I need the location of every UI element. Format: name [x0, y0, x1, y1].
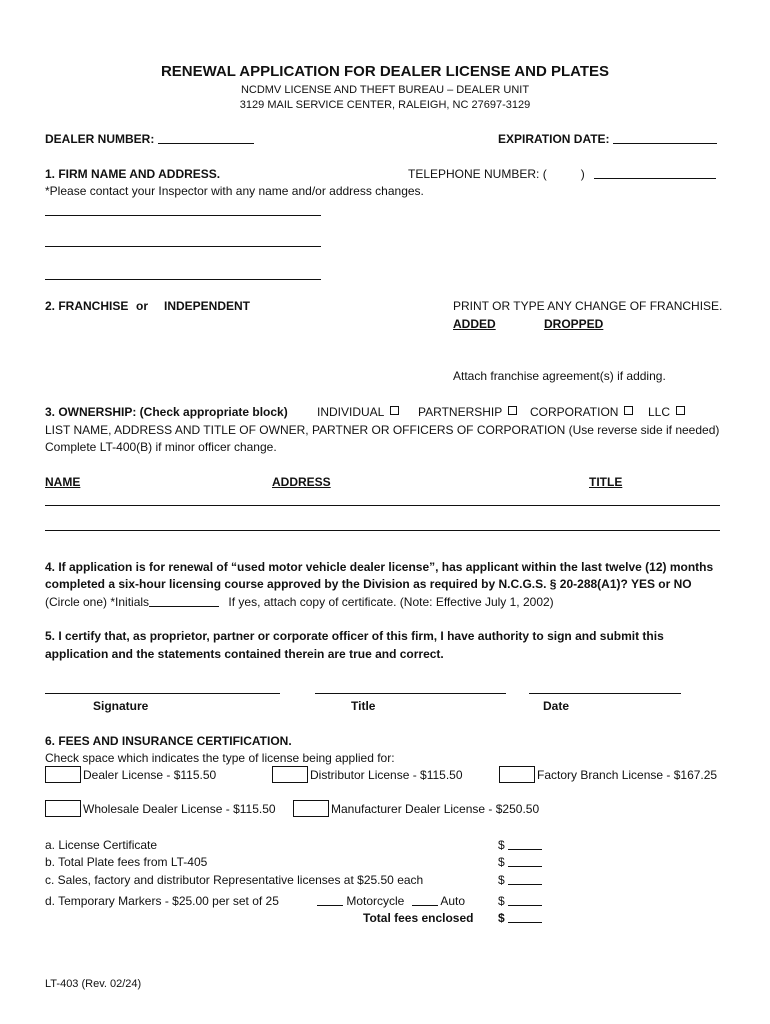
section-6-heading: 6. FEES AND INSURANCE CERTIFICATION. [45, 734, 292, 748]
fee-b-field[interactable] [508, 855, 542, 867]
fee-plate: b. Total Plate fees from LT-405 [45, 855, 208, 869]
dropped-label: DROPPED [544, 317, 604, 331]
fee-temporary-markers: d. Temporary Markers - $25.00 per set of 25 [45, 894, 279, 908]
title-line[interactable] [315, 693, 506, 694]
corporation-checkbox[interactable] [624, 406, 633, 415]
column-address: ADDRESS [272, 475, 331, 489]
telephone-label: TELEPHONE NUMBER: ( ) [408, 167, 716, 181]
inspector-note: *Please contact your Inspector with any name and/or address changes. [45, 184, 424, 198]
minor-change-note: Complete LT-400(B) if minor officer change. [45, 440, 277, 454]
total-field[interactable] [508, 911, 542, 923]
llc-option[interactable]: LLC [648, 405, 685, 419]
telephone-field[interactable] [594, 167, 716, 179]
added-label: ADDED [453, 317, 496, 331]
manufacturer-license-label: Manufacturer Dealer License - $250.50 [331, 802, 540, 816]
initials-line: (Circle one) *Initials If yes, attach copy of certificate. (Note: Effective July 1, 2002) [45, 595, 554, 609]
fee-representative: c. Sales, factory and distributor Representative licenses at $25.50 each [45, 873, 424, 887]
total-fees-label: Total fees enclosed [363, 911, 474, 925]
factory-branch-license-box[interactable] [499, 766, 535, 783]
section-4-line-2: completed a six-hour licensing course approved by the Division as required by N.C.G.S. § 20-288(A1)? YES or NO [45, 577, 692, 591]
partnership-option[interactable]: PARTNERSHIP [418, 405, 517, 419]
date-label: Date [543, 699, 570, 713]
attach-note: Attach franchise agreement(s) if adding. [453, 369, 666, 383]
firm-line-1[interactable] [45, 215, 321, 216]
auto-quantity-field[interactable] [412, 894, 438, 906]
total-amount: $ [498, 911, 542, 925]
section-3-heading: 3. OWNERSHIP: (Check appropriate block) [45, 405, 288, 419]
initials-field[interactable] [149, 595, 219, 607]
expiration-date-label: EXPIRATION DATE: [498, 132, 717, 146]
form-id: LT-403 (Rev. 02/24) [45, 978, 142, 990]
independent-option[interactable]: INDEPENDENT [164, 299, 251, 313]
address-line: 3129 MAIL SERVICE CENTER, RALEIGH, NC 27697-3129 [239, 99, 531, 111]
list-officers-instruction: LIST NAME, ADDRESS AND TITLE OF OWNER, PARTNER OR OFFICERS OF CORPORATION (Use reverse side if needed) [45, 423, 720, 437]
llc-checkbox[interactable] [676, 406, 685, 415]
dealer-number-field[interactable] [158, 132, 254, 144]
manufacturer-license-box[interactable] [293, 800, 329, 817]
fee-c-amount: $ [498, 873, 542, 887]
section-1-heading: 1. FIRM NAME AND ADDRESS. [45, 167, 221, 181]
title-label: Title [351, 699, 376, 713]
motorcycle-quantity-field[interactable] [317, 894, 343, 906]
fee-license-certificate: a. License Certificate [45, 838, 158, 852]
fee-c-field[interactable] [508, 873, 542, 885]
distributor-license-box[interactable] [272, 766, 308, 783]
owner-line-1[interactable] [45, 505, 720, 506]
form-title: RENEWAL APPLICATION FOR DEALER LICENSE AND PLATES [160, 63, 610, 80]
partnership-checkbox[interactable] [508, 406, 517, 415]
distributor-license-label: Distributor License - $115.50 [310, 768, 463, 782]
fee-d-amount: $ [498, 894, 542, 908]
franchise-option[interactable]: 2. FRANCHISE [45, 299, 129, 313]
section-5-line-2: application and the statements contained therein are true and correct. [45, 647, 444, 661]
signature-line[interactable] [45, 693, 280, 694]
fee-b-amount: $ [498, 855, 542, 869]
motorcycle-option: Motorcycle Auto [317, 894, 465, 908]
date-line[interactable] [529, 693, 681, 694]
corporation-option[interactable]: CORPORATION [530, 405, 633, 419]
fee-a-amount: $ [498, 838, 542, 852]
firm-line-2[interactable] [45, 246, 321, 247]
section-5-line-1: 5. I certify that, as proprietor, partner or corporate officer of this firm, I have authority to sign and submit this [45, 629, 664, 643]
fee-d-field[interactable] [508, 894, 542, 906]
dealer-license-box[interactable] [45, 766, 81, 783]
owner-line-2[interactable] [45, 530, 720, 531]
franchise-change-label: PRINT OR TYPE ANY CHANGE OF FRANCHISE. [453, 299, 723, 313]
expiration-date-field[interactable] [613, 132, 717, 144]
firm-line-3[interactable] [45, 279, 321, 280]
or-label: or [136, 299, 148, 313]
fee-a-field[interactable] [508, 838, 542, 850]
column-title: TITLE [589, 475, 623, 489]
column-name: NAME [45, 475, 81, 489]
dealer-license-label: Dealer License - $115.50 [83, 768, 217, 782]
license-type-instruction: Check space which indicates the type of license being applied for: [45, 751, 395, 765]
individual-checkbox[interactable] [390, 406, 399, 415]
section-4-line-1: 4. If application is for renewal of “used motor vehicle dealer license”, has applicant within the last twelve (12) months [45, 560, 714, 574]
agency-line: NCDMV LICENSE AND THEFT BUREAU – DEALER UNIT [240, 84, 530, 96]
dealer-number-label: DEALER NUMBER: [45, 132, 254, 146]
signature-label: Signature [93, 699, 149, 713]
individual-option[interactable]: INDIVIDUAL [317, 405, 399, 419]
wholesale-license-box[interactable] [45, 800, 81, 817]
wholesale-license-label: Wholesale Dealer License - $115.50 [83, 802, 276, 816]
factory-branch-license-label: Factory Branch License - $167.25 [537, 768, 718, 782]
